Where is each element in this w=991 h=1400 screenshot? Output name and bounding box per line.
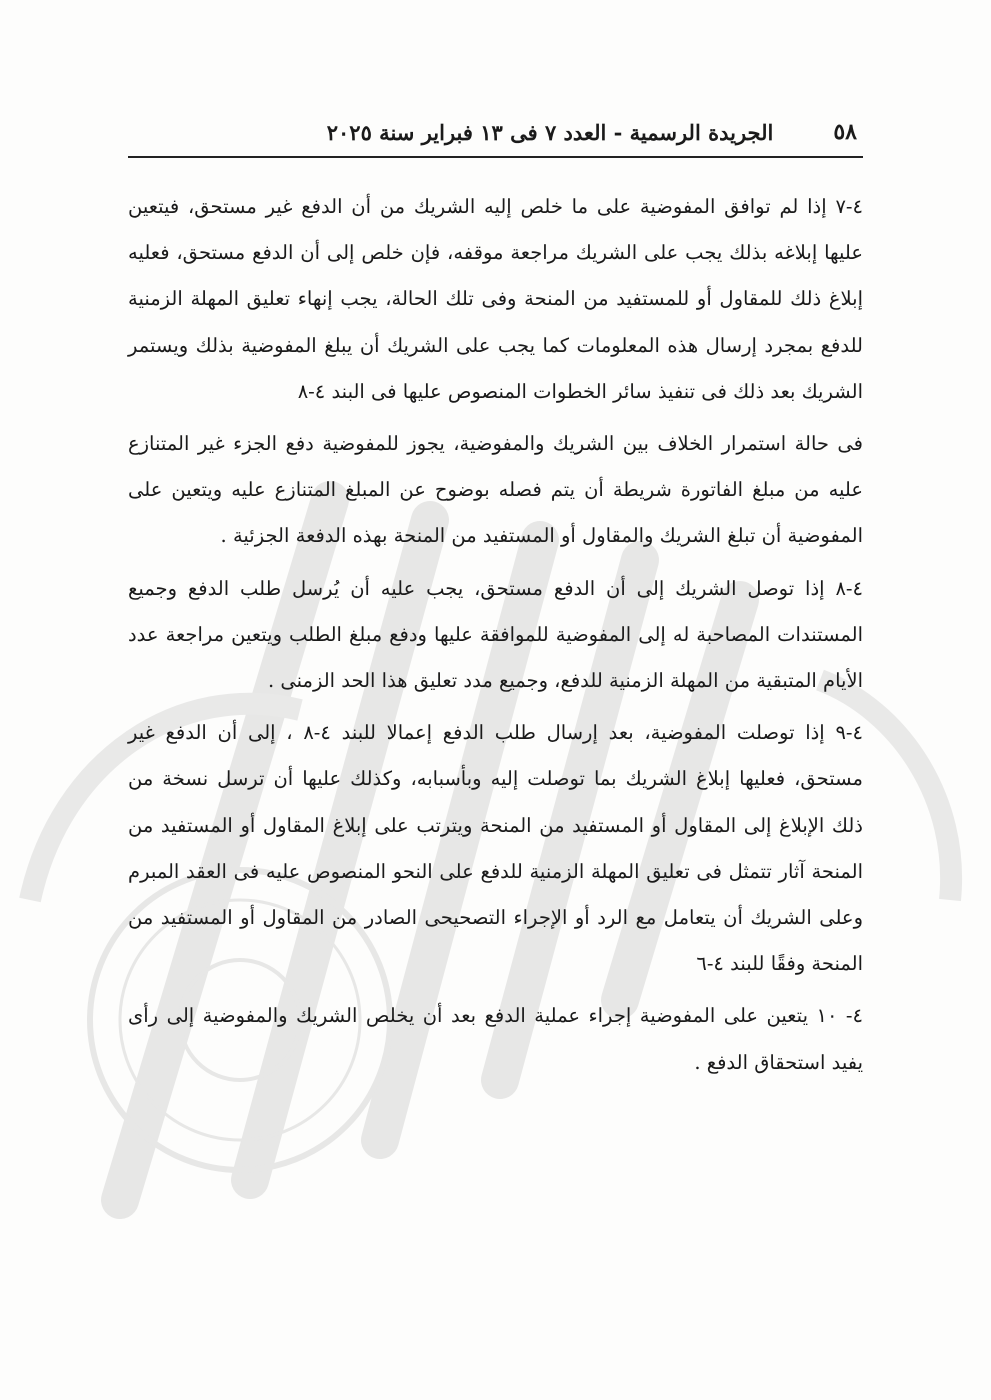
- running-title: الجريدة الرسمية - العدد ٧ فى ١٣ فبراير سنة ٢٠٢٥: [326, 119, 774, 145]
- page-header: [128, 108, 863, 158]
- paragraph-4-9: ٤-٩ إذا توصلت المفوضية، بعد إرسال طلب الدفع إعمالا للبند ٤-٨ ، إلى أن الدفع غير مستحق، فعليها إبلاغ الشريك بما توصلت إليه وبأسبابه، وكذلك عليها أن ترسل نسخة من ذلك الإبلاغ إلى المقاول أو المستفيد من المنحة ويترتب على إبلاغ المقاول أو المستفيد من المنحة آثار تتمثل فى تعليق المهلة الزمنية للدفع على النحو المنصوص عليه فى العقد المبرم وعلى الشريك أن يتعامل مع الرد أو الإجراء التصحيحى الصادر من المقاول أو المستفيد من المنحة وفقًا للبند ٤-٦: [128, 721, 863, 976]
- paragraph-dispute: فى حالة استمرار الخلاف بين الشريك والمفوضية، يجوز للمفوضية دفع الجزء غير المتنازع عليه من مبلغ الفاتورة شريطة أن يتم فصله بوضوح عن المبلغ المتنازع عليه ويتعين على المفوضية أن تبلغ الشريك والمقاول أو المستفيد من المنحة بهذه الدفعة الجزئية .: [128, 432, 863, 548]
- body-text: [128, 184, 863, 1092]
- paragraph-4-10: ٤- ١٠ يتعين على المفوضية إجراء عملية الدفع بعد أن يخلص الشريك والمفوضية إلى رأى يفيد استحقاق الدفع .: [128, 1004, 863, 1074]
- paragraph-4-7: ٤-٧ إذا لم توافق المفوضية على ما خلص إليه الشريك من أن الدفع غير مستحق، فيتعين عليها إبلاغه بذلك يجب على الشريك مراجعة موقفه، فإن خلص إلى أن الدفع مستحق، فعليه إبلاغ ذلك للمقاول أو للمستفيد من المنحة وفى تلك الحالة، يجب إنهاء تعليق المهلة الزمنية للدفع بمجرد إرسال هذه المعلومات كما يجب على الشريك أن يبلغ المفوضية بذلك ويستمر الشريك بعد ذلك فى تنفيذ سائر الخطوات المنصوص عليها فى البند ٤-٨: [128, 195, 863, 403]
- paragraph-4-8: ٤-٨ إذا توصل الشريك إلى أن الدفع مستحق، يجب عليه أن يُرسل طلب الدفع وجميع المستندات المصاحبة له إلى المفوضية للموافقة عليها ودفع مبلغ الطلب ويتعين مراجعة عدد الأيام المتبقية من المهلة الزمنية للدفع، وجميع مدد تعليق هذا الحد الزمنى .: [128, 576, 863, 693]
- page-number: ٥٨: [833, 119, 857, 145]
